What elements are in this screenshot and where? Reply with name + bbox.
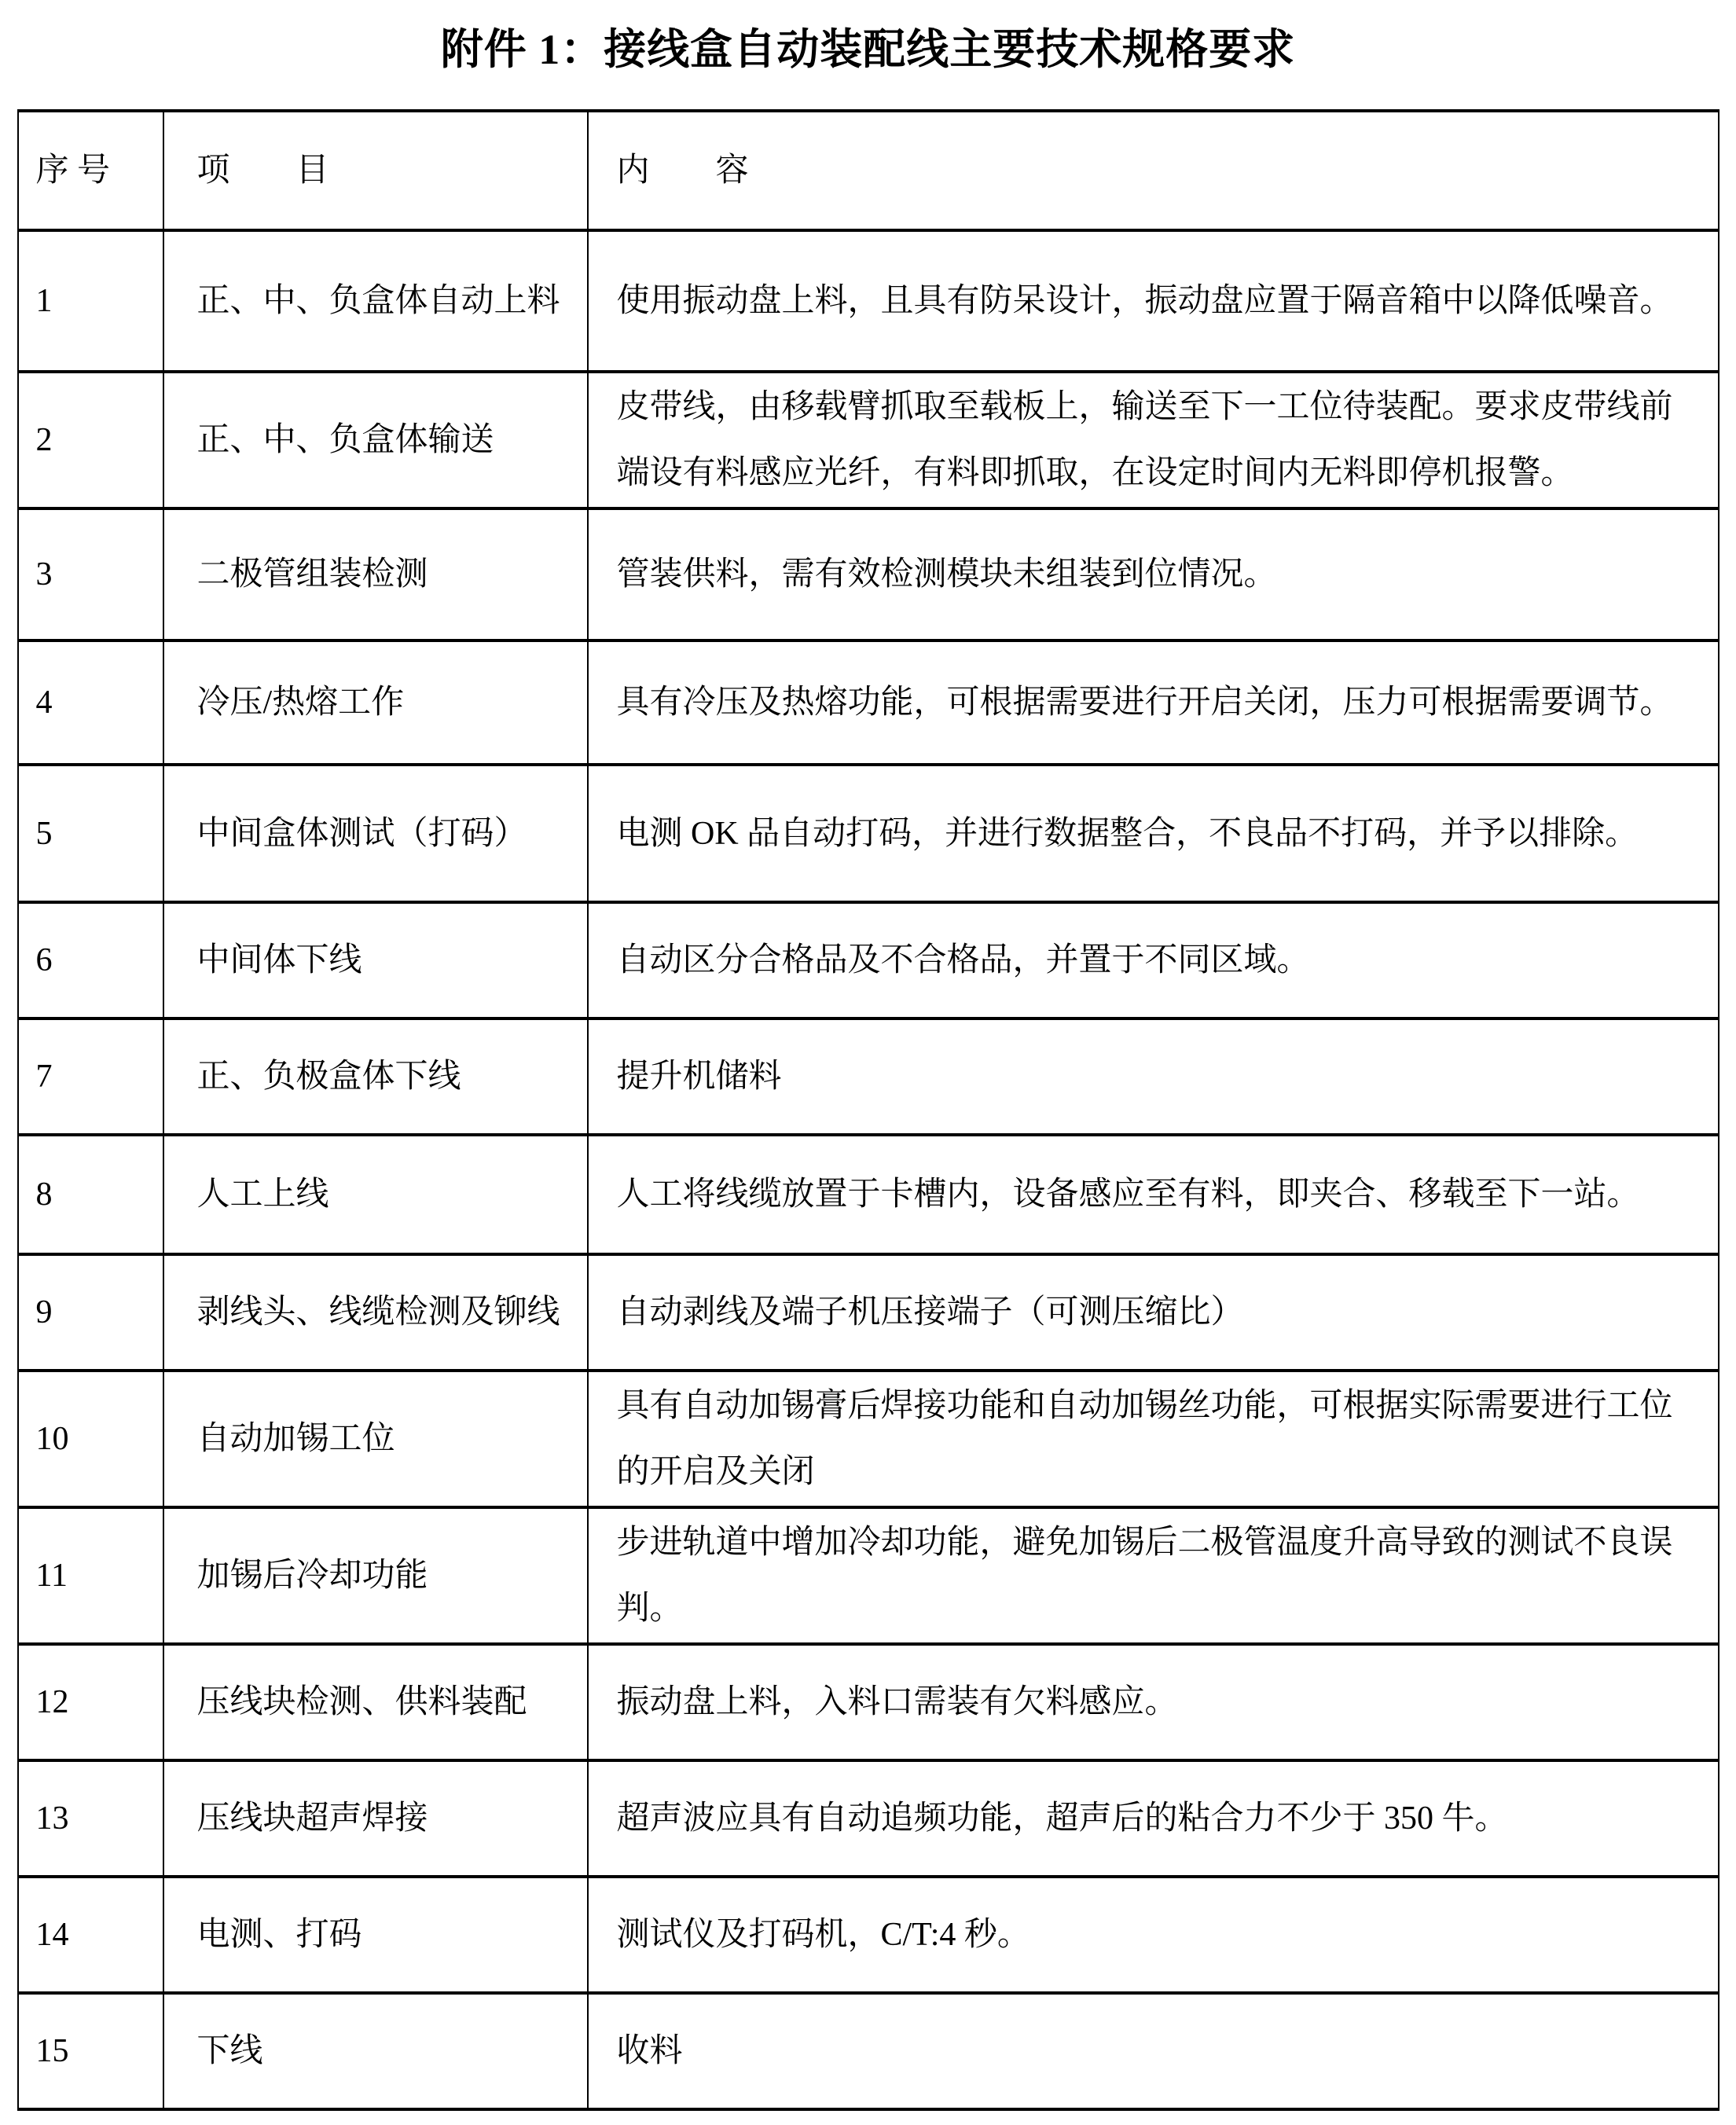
table-row xyxy=(18,1135,1719,1254)
table-row xyxy=(18,1018,1719,1135)
cell-item: 下线 xyxy=(163,1993,588,2109)
cell-item: 压线块超声焊接 xyxy=(163,1760,588,1877)
cell-no: 11 xyxy=(18,1507,163,1644)
cell-no: 1 xyxy=(18,230,163,372)
cell-item: 加锡后冷却功能 xyxy=(163,1507,588,1644)
table-row xyxy=(18,1993,1719,2109)
cell-no: 10 xyxy=(18,1371,163,1507)
header-item: 项 目 xyxy=(163,111,588,230)
cell-no: 7 xyxy=(18,1018,163,1135)
table-row xyxy=(18,640,1719,765)
cell-content: 皮带线，由移载臂抓取至载板上，输送至下一工位待装配。要求皮带线前端设有料感应光纤，有料即抓取，在设定时间内无料即停机报警。 xyxy=(588,372,1719,508)
cell-item: 正、负极盒体下线 xyxy=(163,1018,588,1135)
cell-no: 3 xyxy=(18,508,163,640)
cell-content: 收料 xyxy=(588,1993,1719,2109)
cell-no: 8 xyxy=(18,1135,163,1254)
cell-item: 电测、打码 xyxy=(163,1877,588,1993)
spec-table xyxy=(17,109,1719,2111)
cell-item: 正、中、负盒体输送 xyxy=(163,372,588,508)
table-row xyxy=(18,372,1719,508)
cell-content: 管装供料，需有效检测模块未组装到位情况。 xyxy=(588,508,1719,640)
cell-item: 正、中、负盒体自动上料 xyxy=(163,230,588,372)
table-row xyxy=(18,1760,1719,1877)
cell-no: 13 xyxy=(18,1760,163,1877)
cell-item: 压线块检测、供料装配 xyxy=(163,1644,588,1760)
cell-item: 剥线头、线缆检测及铆线 xyxy=(163,1254,588,1371)
table-row xyxy=(18,1507,1719,1644)
cell-item: 人工上线 xyxy=(163,1135,588,1254)
cell-item: 自动加锡工位 xyxy=(163,1371,588,1507)
cell-no: 2 xyxy=(18,372,163,508)
table-row xyxy=(18,1877,1719,1993)
table-header-row xyxy=(18,111,1719,230)
table-row xyxy=(18,508,1719,640)
cell-no: 12 xyxy=(18,1644,163,1760)
cell-no: 9 xyxy=(18,1254,163,1371)
cell-content: 使用振动盘上料，且具有防呆设计，振动盘应置于隔音箱中以降低噪音。 xyxy=(588,230,1719,372)
cell-no: 4 xyxy=(18,640,163,765)
page-title: 附件 1：接线盒自动装配线主要技术规格要求 xyxy=(440,26,1296,73)
cell-no: 15 xyxy=(18,1993,163,2109)
cell-content: 振动盘上料，入料口需装有欠料感应。 xyxy=(588,1644,1719,1760)
cell-content: 电测 OK 品自动打码，并进行数据整合，不良品不打码，并予以排除。 xyxy=(588,765,1719,902)
cell-content: 人工将线缆放置于卡槽内，设备感应至有料，即夹合、移载至下一站。 xyxy=(588,1135,1719,1254)
cell-content: 测试仪及打码机，C/T:4 秒。 xyxy=(588,1877,1719,1993)
cell-content: 自动剥线及端子机压接端子（可测压缩比） xyxy=(588,1254,1719,1371)
cell-no: 14 xyxy=(18,1877,163,1993)
cell-content: 提升机储料 xyxy=(588,1018,1719,1135)
cell-content: 超声波应具有自动追频功能，超声后的粘合力不少于 350 牛。 xyxy=(588,1760,1719,1877)
table-row xyxy=(18,765,1719,902)
cell-content: 具有自动加锡膏后焊接功能和自动加锡丝功能，可根据实际需要进行工位的开启及关闭 xyxy=(588,1371,1719,1507)
table-row xyxy=(18,1254,1719,1371)
cell-no: 6 xyxy=(18,902,163,1018)
table-row xyxy=(18,1644,1719,1760)
cell-item: 中间盒体测试（打码） xyxy=(163,765,588,902)
cell-content: 步进轨道中增加冷却功能，避免加锡后二极管温度升高导致的测试不良误判。 xyxy=(588,1507,1719,1644)
cell-item: 二极管组装检测 xyxy=(163,508,588,640)
cell-no: 5 xyxy=(18,765,163,902)
cell-item: 冷压/热熔工作 xyxy=(163,640,588,765)
table-row xyxy=(18,1371,1719,1507)
cell-content: 自动区分合格品及不合格品，并置于不同区域。 xyxy=(588,902,1719,1018)
header-content: 内 容 xyxy=(588,111,1719,230)
table-row xyxy=(18,230,1719,372)
header-no: 序 号 xyxy=(18,111,163,230)
cell-item: 中间体下线 xyxy=(163,902,588,1018)
table-row xyxy=(18,902,1719,1018)
cell-content: 具有冷压及热熔功能，可根据需要进行开启关闭，压力可根据需要调节。 xyxy=(588,640,1719,765)
